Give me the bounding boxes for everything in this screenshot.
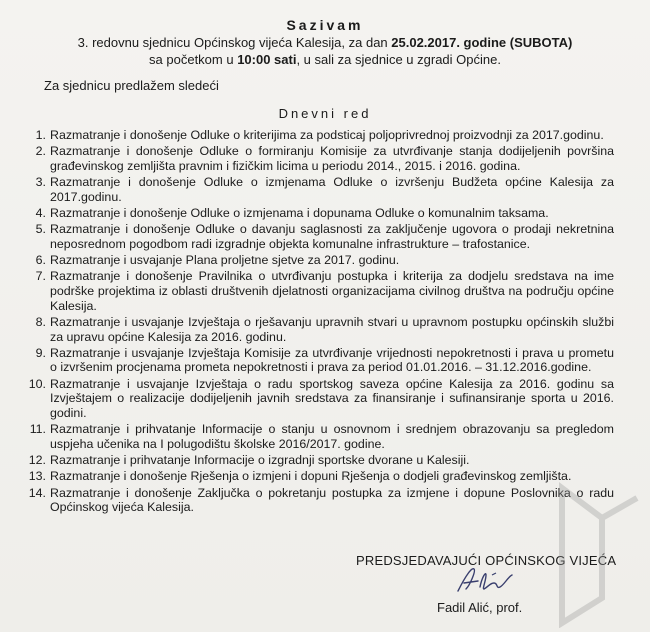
agenda-item-text: Razmatranje i donošenje Zaključka o pokretanju postupka za izmjene i dopune Poslovnika o radu Općinskog vijeća Kalesija. [50,485,614,515]
agenda-item [22,144,614,173]
agenda-item-text: Razmatranje i donošenje Odluke o kriterijima za podsticaj poljoprivrednoj proizvodnji za 2017.godinu. [50,128,604,142]
agenda-item-number: 9. [35,345,46,360]
handwritten-signature [452,565,522,595]
agenda-list [22,128,614,516]
agenda-heading: Dnevni red [278,106,372,121]
agenda-item-text: Razmatranje i donošenje Odluke o izmjenama i dopunama Odluke o komunalnim taksama. [50,206,549,221]
agenda-item-text: Razmatranje i usvajanje Izvještaja Komisije za utvrđivanje vrijednosti nepokretnosti i prava u prometu o izvršenim procjenama prometa nepokretnosti i prava za period 01.01.2016. – 31.12.2016.godine. [50,345,614,375]
session-time-prefix: sa početkom u [149,52,238,67]
agenda-item-text: Razmatranje i prihvatanje Informacije o izgradnji sportske dvorane u Kalesiji. [50,453,470,468]
session-date-prefix: 3. redovnu sjednicu Općinskog vijeća Kalesija, za dan [77,35,392,50]
agenda-item-number: 1. [35,128,46,142]
intro-text: Za sjednicu predlažem sledeći [44,78,219,93]
agenda-item [22,453,614,468]
agenda-item [22,315,614,344]
agenda-item-number: 11. [29,422,46,437]
agenda-item-text: Razmatranje i donošenje Rješenja o izmjeni i dopuni Rješenja o dodjeli građevinskog zemljišta. [50,469,572,484]
agenda-item-text: Razmatranje i donošenje Pravilnika o utvrđivanju postupka i kriterija za dodjelu sredstava na ime podrške projektima iz oblasti društvenih djelatnosti organizacijama civilnog društva na području općine Kalesija. [50,269,614,313]
agenda-item-number: 5. [35,222,46,237]
signature-title: PREDSJEDAVAJUĆI OPĆINSKOG VIJEĆA [356,553,617,568]
session-date-line [0,35,650,50]
agenda-item-text: Razmatranje i donošenje Odluke o izmjenama Odluke o izvršenju Budžeta općine Kalesija za 2017.godinu. [50,175,614,204]
agenda-item [22,486,614,515]
agenda-item [22,269,614,313]
agenda-item [22,206,614,221]
agenda-item-text: Razmatranje i donošenje Odluke o formiranju Komisije za utvrđivanje stanja dodijeljenih površina građevinskog zemljišta pravnim i fizičkim licima u periodu 2014., 2015. i 2016. godina. [50,144,614,173]
document-title: Sazivam [286,17,364,33]
agenda-item-number: 3. [35,175,46,190]
agenda-item-text: Razmatranje i usvajanje Izvještaja o radu sportskog saveza općine Kalesija za 2016. godinu sa Izvještajem o realizacije dodijeljenih javnih sredstava za finansiranje i sufinansiranje sporta u 2016. godini. [50,376,614,420]
agenda-item [22,377,614,421]
agenda-item-number: 2. [35,144,46,159]
session-time: 10:00 sati [237,52,297,67]
session-location: , u sali za sjednice u zgradi Općine. [296,52,501,67]
agenda-item-number: 12. [28,453,46,468]
agenda-item [22,469,614,484]
agenda-item [22,128,614,143]
agenda-item-number: 13. [28,469,46,484]
agenda-item [22,253,614,268]
agenda-item-number: 4. [35,206,46,221]
agenda-item-text: Razmatranje i donošenje Odluke o davanju saglasnosti za zaključenje ugovora o prodaji nekretnina neposrednom pogodbom radi izgradnje objekta komunalne infrastrukture – trafostanice. [50,222,614,251]
session-date: 25.02.2017. godine (SUBOTA) [391,35,573,50]
agenda-item [22,222,614,251]
agenda-item [22,422,614,451]
agenda-item [22,175,614,204]
agenda-item-number: 6. [35,253,46,268]
agenda-item-number: 8. [35,314,46,329]
watermark-logo-icon [532,478,642,628]
session-time-line [0,52,650,67]
agenda-item-number: 7. [35,269,46,284]
agenda-item-text: Razmatranje i usvajanje Izvještaja o rješavanju upravnih stvari u upravnom postupku općinskih službi za upravu općine Kalesija za 2016. godinu. [50,314,614,344]
signer-name: Fadil Alić, prof. [437,600,523,615]
agenda-item-number: 14. [28,485,46,500]
agenda-item [22,346,614,375]
agenda-item-number: 10. [28,376,46,391]
agenda-item-text: Razmatranje i prihvatanje Informacije o stanju u osnovnom i srednjem obrazovanju sa pregledom uspjeha učenika na I polugodištu školske 2016/2017. godine. [50,422,614,451]
agenda-item-text: Razmatranje i usvajanje Plana proljetne sjetve za 2017. godinu. [50,253,400,268]
